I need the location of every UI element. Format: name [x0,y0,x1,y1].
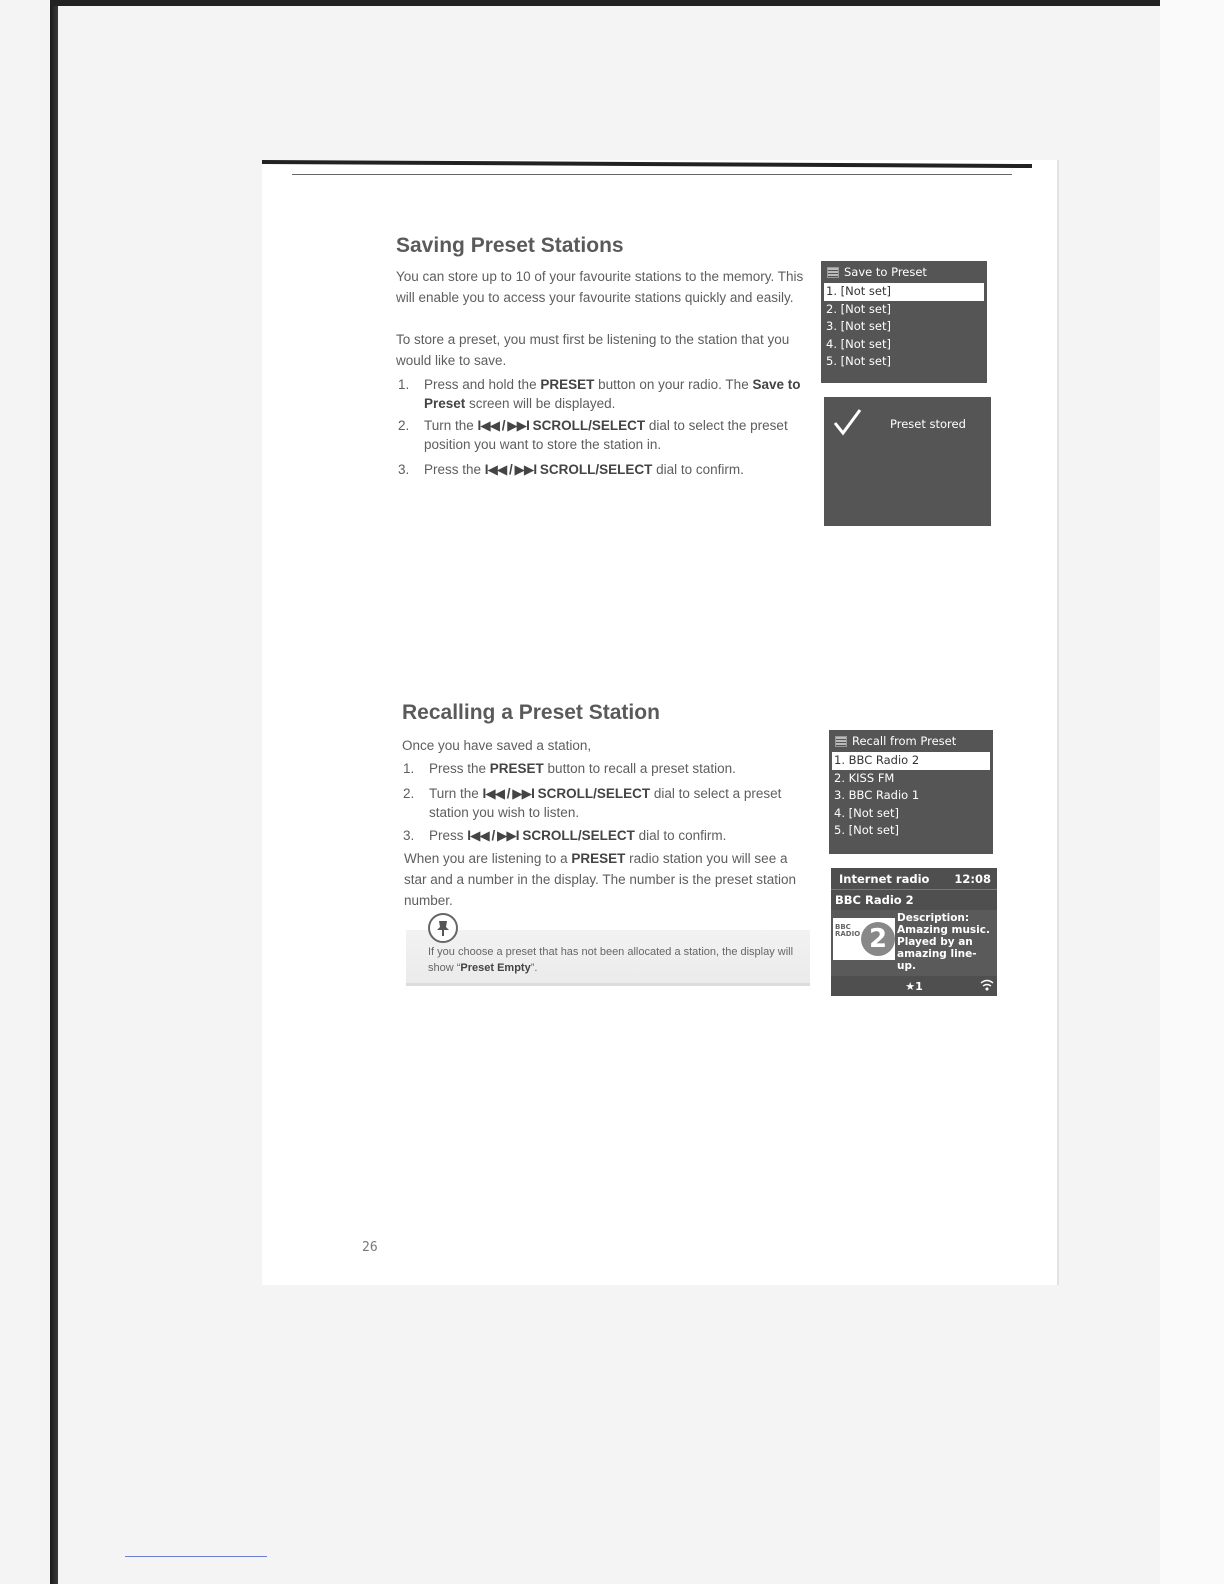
preset-star-indicator: ★1 [905,979,923,993]
preset-row: 5. [Not set] [834,823,899,837]
step-number: 1. [398,377,410,392]
saving-step-2 [398,416,808,454]
screen-title: Save to Preset [844,265,927,279]
radio-2-badge: 2 [861,922,895,956]
step-number: 3. [398,462,410,477]
preset-row: 3. BBC Radio 1 [834,788,920,802]
radio-description: Description: Amazing music. Played by an amazing line-up. [897,912,990,972]
internet-radio-screen [831,868,997,996]
recalling-step-3 [403,826,813,845]
save-to-preset-screen [821,261,987,383]
skip-icons: I◀◀ / ▶▶I [482,786,534,801]
step-text: Turn the I◀◀ / ▶▶I SCROLL/SELECT dial to select the preset position you want to store the station in. [424,418,788,452]
preset-row: 2. [Not set] [826,301,891,316]
saving-intro-1: You can store up to 10 of your favourite stations to the memory. This will enable you to access your favourite stations quickly and easily. [396,269,804,305]
scan-right-margin [1160,0,1224,1584]
screen-header [821,261,987,283]
top-rule-thin [292,174,1012,175]
menu-icon [827,267,839,278]
recalling-intro: Once you have saved a station, [402,738,592,753]
screen-header [829,730,993,752]
preset-row: 5. [Not set] [826,354,891,368]
step-number: 3. [403,828,415,843]
skip-icons: I◀◀ / ▶▶I [477,418,529,433]
radio-mode: Internet radio [839,872,930,886]
radio-time: 12:08 [954,872,991,886]
preset-row: 4. [Not set] [834,805,899,820]
radio-footer [831,976,997,996]
saving-step-1 [398,375,822,413]
page-number: 26 [362,1240,378,1255]
menu-icon [835,736,847,747]
top-rule [262,160,1032,168]
step-text: Press I◀◀ / ▶▶I SCROLL/SELECT dial to confirm. [429,828,727,843]
preset-stored-text: Preset stored [890,417,966,431]
note-box [406,930,810,986]
pin-note-icon [428,913,458,943]
preset-row: 3. [Not set] [826,319,891,333]
step-text: Press the PRESET button to recall a preset station. [429,761,736,776]
preset-row-selected: 1. [Not set] [824,283,984,301]
note-text: If you choose a preset that has not been allocated a station, the display will show “Preset Empty”. [428,946,794,974]
bbc-radio-2-logo [833,918,895,960]
bottom-underline [125,1556,267,1557]
scan-left-edge [50,0,58,1584]
wifi-icon [980,978,994,992]
step-number: 1. [403,761,415,776]
checkmark-icon [832,407,862,437]
step-text: Press and hold the PRESET button on your radio. The Save to Preset screen will be displayed. [424,377,801,411]
saving-intro-2: To store a preset, you must first be listening to the station that you would like to save. [396,332,790,368]
preset-row: 2. KISS FM [834,770,895,785]
step-number: 2. [398,418,410,433]
recalling-outro: When you are listening to a PRESET radio station you will see a star and a number in the display. The number is the preset station number. [404,851,796,908]
scan-top-edge [50,0,1162,6]
step-text: Press the I◀◀ / ▶▶I SCROLL/SELECT dial to confirm. [424,462,744,477]
radio-header [831,868,997,890]
step-text: Turn the I◀◀ / ▶▶I SCROLL/SELECT dial to select a preset station you wish to listen. [429,786,782,820]
recall-from-preset-screen [829,730,993,854]
skip-icons: I◀◀ / ▶▶I [467,828,519,843]
screen-title: Recall from Preset [852,734,957,748]
recalling-title: Recalling a Preset Station [402,701,660,724]
skip-icons: I◀◀ / ▶▶I [484,462,537,477]
preset-row-selected: 1. BBC Radio 2 [832,752,990,770]
saving-step-3 [398,460,808,479]
step-number: 2. [403,786,415,801]
preset-row: 4. [Not set] [826,336,891,351]
radio-station-name: BBC Radio 2 [835,893,914,907]
recalling-step-1 [403,759,813,778]
saving-title: Saving Preset Stations [396,234,624,257]
bbc-logo-text: BBC RADIO [835,923,861,938]
radio-body [831,910,997,976]
recalling-step-2 [403,784,813,822]
preset-stored-screen [824,397,991,526]
